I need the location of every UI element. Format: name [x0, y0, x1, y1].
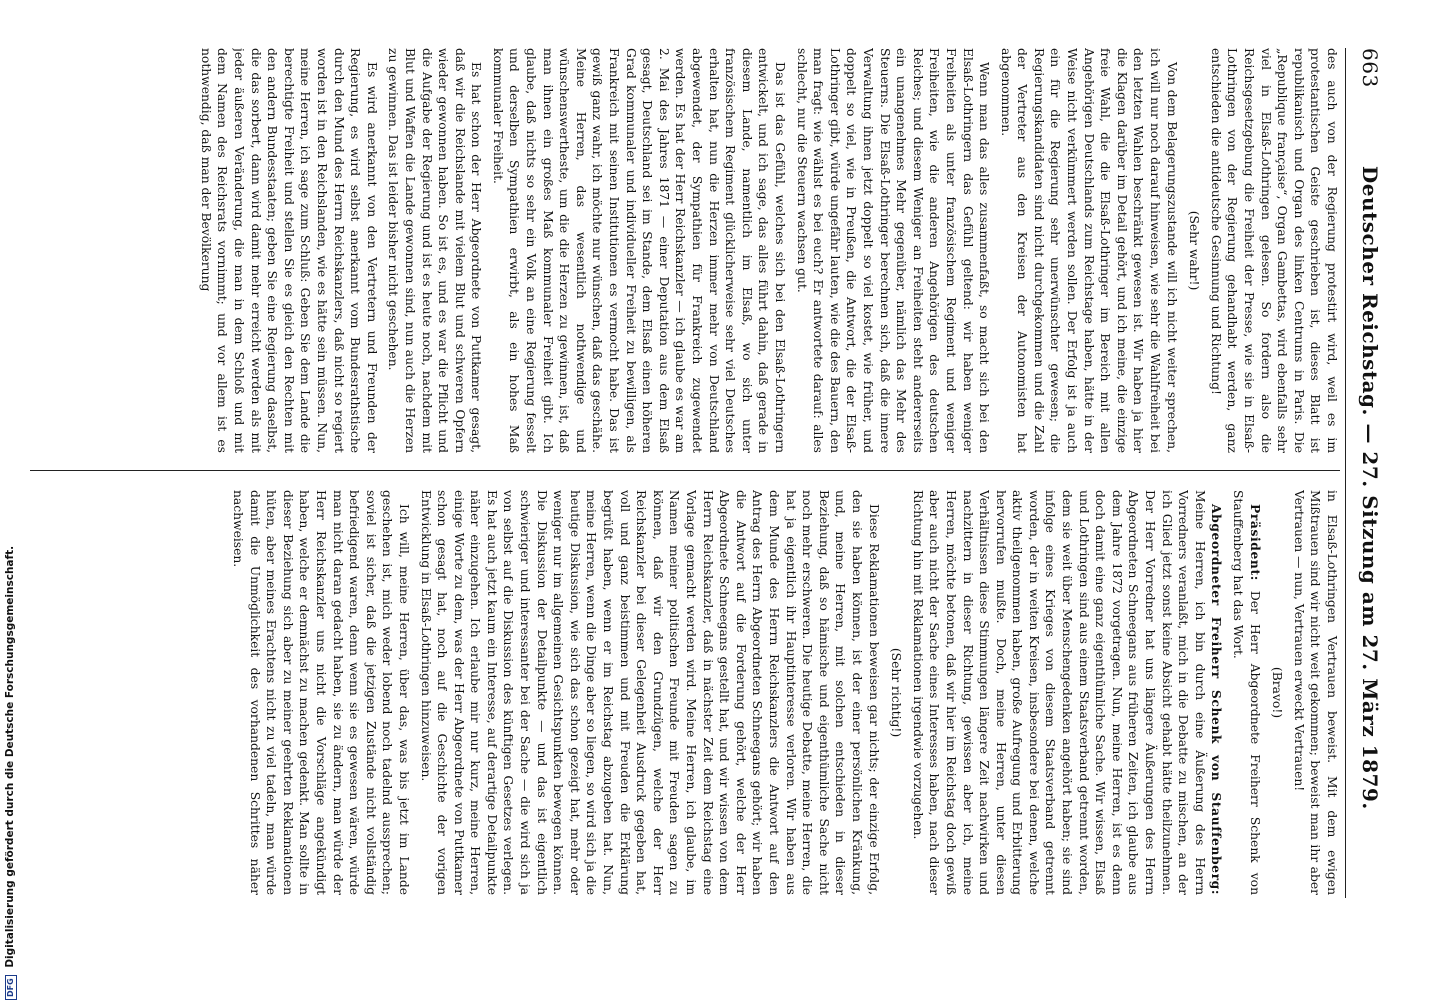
speaker-name: Präsident:: [1247, 504, 1263, 581]
page-title: Deutscher Reichstag. — 27. Sitzung am 27. März 1879.: [1358, 165, 1382, 810]
speech-text: Meine Herren, ich bin durch eine Äußerung des Herrn Vorredners veranlaßt, mich in die Debatte zu mischen, an der ich Glied jetzt sonst keine Absicht gehabt hätte theilzunehmen. Der Herr Vorredner hat uns längere Äußerungen des Herrn Abgeordneten Schneegans aus früheren Zeiten, ich glaube aus dem Jahre 1872 vorgetragen. Nun, meine Herren, ist es denn doch damit eine ganz eigenthümliche Sache. Wir wissen, Elsaß und Lothringen sind aus einem Staatsverband getrennt worden, dem sie weit über Menschengedenken angehört haben; sie sind infolge eines Krieges von diesem Staatsverband getrennt worden, der in weiten Kreisen, insbesondere bei denen, welche aktiv theilgenommen haben, große Aufregung und Erbitterung hervorrufen mußte. Doch, meine Herren, unter diesen Verhältnissen diese Stimmungen längere Zeit nachwirken und nachzittern in dieser Richtung, gewissen aber ich, meine Herren, möchte betonen, daß wir hier im Reichstag doch gewiß aber auch nicht der Sache eines Interesses haben, nach dieser Richtung hin mit Reklamationen irgendwie vorzugehen.: [910, 490, 1207, 895]
paragraph: Das ist das Gefühl, welches sich bei den Elsaß-Lothringern entwickelt, und ich sage, das alles führt dahin, daß gerade in diesem Lande, namentlich im Elsaß, wo sich unter französischem Regiment glücklicherweise sehr viel Deutsches erhalten hat, nun die Herzen immer mehr von Deutschland abgewendet, der Sympathien für Frankreich zugewendet werden. Es hat der Herr Reichskanzler — ich glaube es war am 2. Mai des Jahres 1871 — einer Deputation aus dem Elsaß gesagt, Deutschland sei im Stande, dem Elsaß einen höheren Grad kommunaler und individueller Freiheit zu bewilligen, als Frankreich mit seinen Institutionen es vermocht habe. Das ist gewiß ganz wahr, ich möchte nur wünschen, daß das geschähe. Meine Herren, das wesentlich nothwendige und wünschenswertheste, um die die Herzen zu gewinnen, ist, daß man ihnen ein großes Maß kommunaler Freiheit gibt. Ich glaube, daß nichts so sehr ein Volk an eine Regierung fesselt und derselben Sympathien erwirbt, als ein hohes Maß kommunaler Freiheit.: [490, 48, 787, 453]
speaker-name: Abgeordneter Freiherr Schenk von Stauffenberg:: [1209, 504, 1225, 895]
paragraph: in Elsaß-Lothringen Vertrauen beweist. Mit dem ewigen Mißtrauen sind wir nicht weit gekommen; beweist man ihr aber Vertrauen — nun, Vertrauen erweckt Vertrauen!: [1291, 490, 1339, 895]
interjection: (Bravo!): [1270, 666, 1285, 719]
running-head: [1352, 48, 1382, 888]
header-rule: [1345, 48, 1346, 898]
speaker-paragraph: [1229, 490, 1262, 895]
left-column: [20, 48, 1340, 453]
right-column: [20, 490, 1340, 895]
paragraph: Ich will, meine Herren, über das, was bis jetzt im Lande geschehen ist, mich weder lobend noch tadelnd aussprechen; soviel ist sicher, daß die jetzigen Zustände nicht vollständig befriedigend waren, denn wenn sie es gewesen wären, würde man nicht daran gedacht haben, sie zu ändern, man würde der Herr Reichskanzler uns nicht die Vorschläge angekündigt haben, welche er demnächst zu machen gedenkt. Man sollte in dieser Beziehung sich aber zu meiner geehrten Reklamationen hüten, aber meines Erachtens nicht zu viel tadeln, man würde damit die Unmöglichkeit des vorhandenen Schrittes näher nachweisen.: [231, 490, 411, 895]
speaker-paragraph: [909, 490, 1224, 895]
funding-note-text: Digitalisierung gefördert durch die Deutsche Forschungsgemeinschaft.: [4, 545, 16, 968]
dfg-logo-icon: DFG: [5, 975, 17, 1000]
funding-note-text-wrapper: [4, 546, 17, 1000]
paragraph: Von dem Belagerungszustande will ich nicht weiter sprechen, ich will nur noch darauf hinweisen, wie sehr die Wahlfreiheit bei den letzten Wahlen beschränkt gewesen ist. Wir haben ja hier die Klagen darüber im Detail gehört, und ich meine, die einzige freie Wahl, die die Elsaß-Lothringer im Bereich mit allen Angehörigen Deutschlands zum Reichstage haben, hätte in der Weise nicht verkümmert werden sollen. Der Erfolg ist ja auch ein für die Regierung sehr unerwünschter gewesen; die Regierungskandidaten sind nicht durchgekommen und die Zahl der Vertreter aus den Kreisen der Autonomisten hat abgenommen.: [998, 48, 1179, 453]
paragraph: des auch von der Regierung protestirt wird, weil es im protestantischen Geiste geschrieben ist, dieses Blatt ist republikanisch und Organ des linken Centrums in Paris. Die „Republique française“, Organ Gambettas, wird ebenfalls sehr viel in Elsaß-Lothringen gelesen. So fordern also die Reichsgesetzgebung die Freiheit der Presse, wie sie in Elsaß-Lothringen von der Regierung gehandhabt werden, ganz entschieden die antideutsche Gesinnung und Richtung!: [1208, 48, 1339, 453]
paragraph: Wenn man das alles zusammenfaßt, so macht sich bei den Elsaß-Lothringern das Gefühl geltend: wir haben weniger Freiheiten als unter französischem Regiment und weniger Freiheiten, wie die anderen Angehörigen des deutschen Reiches; und diesem Weniger an Freiheiten steht andererseits ein unangenehmes Mehr gegenüber, nämlich das Mehr des Steuerns. Die Elsaß-Lothringer berechnen sich, daß die innere Verwaltung ihnen jetzt doppelt so viel kostet, wie früher, und doppelt so viel, wie in Preußen, die Antwort, die der Elsaß-Lothringer gibt, würde ungefähr lauten, wie die des Bauern, den man fragt: wie wählst es bei euch? Er antwortete darauf: alles schlecht, nur die Steuern wachsen gut.: [794, 48, 992, 453]
interjection: (Sehr wahr!): [1187, 210, 1202, 291]
page-number: 663: [1358, 48, 1382, 88]
paragraph: Es wird anerkannt von den Vertretern und Freunden der Regierung, es wird selbst anerkannt vom Bundesrathstische durch den Mund des Herrn Reichskanzlers, daß nicht so regiert worden ist in den Reichslanden, wie es hätte sein müssen. Nun, meine Herren, ich sage zum Schluß: Geben Sie dem Lande die berechtigte Freiheit und stellen Sie es gleich den Rechten mit den andern Bundesstaaten; geben Sie eine Regierung daselbst, die das sorbert, dann wird damit mehr erreicht werden als mit jeder äußeren Veränderung, die man in dem Schloß und mit dem Namen des Reichsrats vornimmt; und vor allem ist es nothwendig, daß man der Bevölkerung: [198, 48, 379, 453]
interjection: (Sehr richtig!): [889, 647, 904, 738]
speech-text: Der Herr Abgeordnete Freiherr Schenk von Stauffenberg hat das Wort.: [1231, 490, 1262, 895]
paragraph: Diese Reklamationen beweisen gar nichts; der einzige Erfolg, den sie haben können, ist der einer persönlichen Kränkung, und, meine Herren, mit solchen entschieden in dieser Beziehung, daß so hämische und eigenthümliche Sache nicht noch mehr erschweren. Die heutige Debatte, meine Herren, die hat ja eigentlich ihr Hauptinteresse verloren. Wir haben aus dem Munde des Herrn Reichskanzlers die Antwort auf den Antrag des Herrn Abgeordneten Schneegans gehört; wir haben die Antwort auf die Forderung gehört, welche der Herr Abgeordnete Schneegans gestellt hat, und wir wissen von dem Herrn Reichskanzler, daß in nächster Zeit dem Reichstag eine Vorlage gemacht werden wird. Meine Herren, ich glaube, im Namen meiner politischen Freunde mit Freuden sagen zu können, daß wir den Grundzügen, welche der Herr Reichskanzler bei dieser Gelegenheit Ausdruck gegeben hat, voll und ganz beistimmen und mit Freuden die Erklärung begrüßt haben, wenn er im Reichstag abzugeben hat. Nun, meine Herren, wenn die Dinge aber so liegen, so wird sich ja die heutige Diskussion, wie sich das schon gezeigt hat, mehr oder weniger nur im allgemeinen Gesichtspunkten bewegen können. Die Diskussion der Detailpunkte — und das ist eigentlich schwieriger und interessanter bei der Sache — die wird sich ja von selbst auf die Diskussion des künftigen Gesetzes verlegen. Es hat auch jetzt kaum ein Interesse, auf derartige Detailpunkte näher einzugehen. Ich erlaube mir nur kurz, meine Herren, einige Worte zu dem, was der Herr Abgeordnete von Puttkamer schon gesagt hat, noch auf die Geschichte der vorigen Entwicklung in Elsaß-Lothringen hinzuweisen.: [418, 490, 881, 895]
paragraph: Es hat schon der Herr Abgeordnete von Puttkamer gesagt, daß wir die Reichslande mit vielem Blut und schweren Opfern wieder gewonnen haben. So ist es, und es war die Pflicht und die Aufgabe der Regierung und ist es heute noch, nachdem mit Blut und Waffen die Lande gewonnen sind, nun auch die Herzen zu gewinnen. Das ist leider bisher nicht geschehen.: [386, 48, 484, 453]
column-divider: [30, 470, 1340, 471]
